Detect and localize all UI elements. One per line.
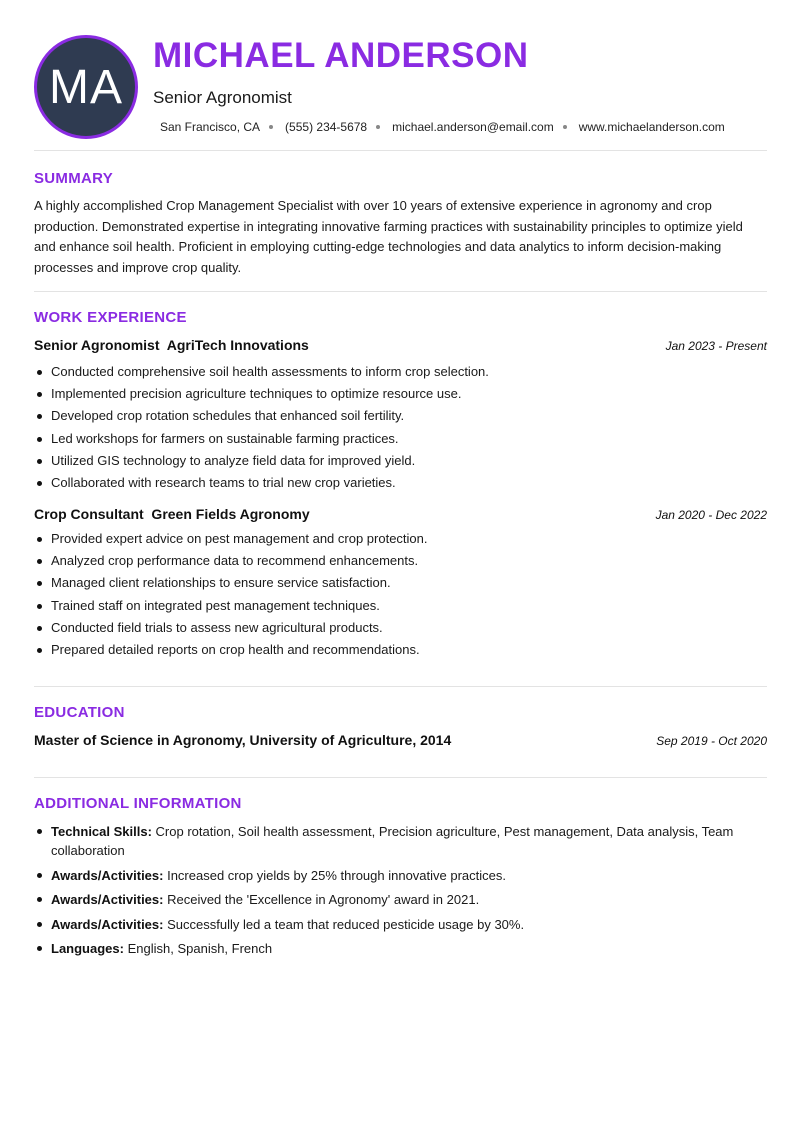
bullet-icon <box>37 604 42 609</box>
bullet-icon <box>37 946 42 951</box>
bullet-icon <box>37 922 42 927</box>
contact-location: San Francisco, CA <box>160 120 261 134</box>
item-text: Increased crop yields by 25% through innovative practices. <box>167 867 507 883</box>
separator-dot-icon <box>563 125 567 129</box>
item-label: Technical Skills: <box>51 824 152 839</box>
bullet-text: Utilized GIS technology to analyze field data for improved yield. <box>51 452 416 468</box>
bullet-icon <box>37 537 42 542</box>
bullet-icon <box>37 459 42 464</box>
contact-line <box>160 120 725 134</box>
job-bullets <box>34 361 767 494</box>
section-divider <box>34 291 767 292</box>
item-text: Successfully led a team that reduced pesticide usage by 30%. <box>167 916 525 932</box>
bullet-text: Trained staff on integrated pest management techniques. <box>51 597 380 613</box>
bullet-icon <box>37 829 42 834</box>
candidate-name: MICHAEL ANDERSON <box>153 36 529 75</box>
item-label: Languages: <box>51 941 124 956</box>
separator-dot-icon <box>376 125 380 129</box>
bullet-text: Analyzed crop performance data to recommend enhancements. <box>51 553 419 569</box>
item-text: English, Spanish, French <box>127 941 273 956</box>
list-item <box>34 472 767 494</box>
list-item <box>34 866 767 885</box>
bullet-icon <box>37 581 42 586</box>
list-item <box>34 405 767 427</box>
bullet-icon <box>37 414 42 419</box>
avatar-initials: MA <box>49 60 123 114</box>
list-item <box>34 639 767 661</box>
section-title-summary: SUMMARY <box>34 170 114 187</box>
section-title-experience: WORK EXPERIENCE <box>34 309 187 326</box>
bullet-icon <box>37 648 42 653</box>
list-item <box>34 595 767 617</box>
job-date: Jan 2020 - Dec 2022 <box>655 508 767 522</box>
contact-website[interactable]: www.michaelanderson.com <box>578 120 725 134</box>
job-date: Jan 2023 - Present <box>665 339 767 353</box>
candidate-role: Senior Agronomist <box>153 88 292 107</box>
list-item <box>34 528 767 550</box>
contact-phone: (555) 234-5678 <box>285 120 368 134</box>
bullet-text: Collaborated with research teams to trial new crop varieties. <box>51 475 396 491</box>
bullet-text: Conducted field trials to assess new agricultural products. <box>51 619 383 635</box>
summary-text: A highly accomplished Crop Management Specialist with over 10 years of extensive experience in agronomy and crop production. Demonstrated expertise in integrating innovative farming practices with sustainability principles to optimize yield and enhance soil health. Proficient in employing cutting-edge technologies and data analytics to inform decision-making processes and improve crop quality. <box>34 198 743 275</box>
list-item <box>34 361 767 383</box>
bullet-text: Prepared detailed reports on crop health and recommendations. <box>51 642 420 658</box>
job-title: Crop Consultant Green Fields Agronomy <box>34 506 310 522</box>
bullet-text: Led workshops for farmers on sustainable farming practices. <box>51 430 399 446</box>
bullet-icon <box>37 481 42 486</box>
item-label: Awards/Activities: <box>51 867 164 883</box>
list-item <box>34 428 767 450</box>
list-item <box>34 383 767 405</box>
list-item <box>34 915 767 934</box>
bullet-icon <box>37 559 42 564</box>
list-item <box>34 550 767 572</box>
bullet-icon <box>37 370 42 375</box>
additional-list <box>34 822 767 964</box>
section-divider <box>34 150 767 151</box>
education-degree: Master of Science in Agronomy, University of Agriculture, 2014 <box>34 732 452 748</box>
item-label: Awards/Activities: <box>51 916 164 932</box>
avatar <box>34 35 138 139</box>
section-title-additional: ADDITIONAL INFORMATION <box>34 795 242 812</box>
list-item <box>34 450 767 472</box>
section-title-education: EDUCATION <box>34 704 125 721</box>
list-item <box>34 890 767 909</box>
list-item <box>34 617 767 639</box>
job-bullets <box>34 528 767 661</box>
education-entry <box>34 732 767 748</box>
separator-dot-icon <box>269 125 273 129</box>
bullet-icon <box>37 873 42 878</box>
bullet-icon <box>37 437 42 442</box>
list-item <box>34 572 767 594</box>
item-text: Received the 'Excellence in Agronomy' award in 2021. <box>167 892 480 907</box>
section-divider <box>34 686 767 687</box>
bullet-text: Conducted comprehensive soil health assessments to inform crop selection. <box>51 364 489 379</box>
list-item <box>34 939 767 958</box>
bullet-text: Managed client relationships to ensure service satisfaction. <box>51 575 391 591</box>
bullet-text: Implemented precision agriculture techniques to optimize resource use. <box>51 386 462 402</box>
section-divider <box>34 777 767 778</box>
job-title: Senior Agronomist AgriTech Innovations <box>34 337 309 353</box>
bullet-icon <box>37 626 42 631</box>
item-label: Awards/Activities: <box>51 892 164 907</box>
bullet-text: Developed crop rotation schedules that enhanced soil fertility. <box>51 408 405 424</box>
item-text: Crop rotation, Soil health assessment, Precision agriculture, Pest management, Data analysis, Team collaboration <box>51 824 734 858</box>
job-header <box>34 506 767 522</box>
list-item <box>34 822 767 860</box>
contact-email[interactable]: michael.anderson@email.com <box>392 120 554 134</box>
education-date: Sep 2019 - Oct 2020 <box>656 734 767 748</box>
job-header <box>34 337 767 353</box>
bullet-text: Provided expert advice on pest management and crop protection. <box>51 531 428 546</box>
bullet-icon <box>37 897 42 902</box>
bullet-icon <box>37 392 42 397</box>
